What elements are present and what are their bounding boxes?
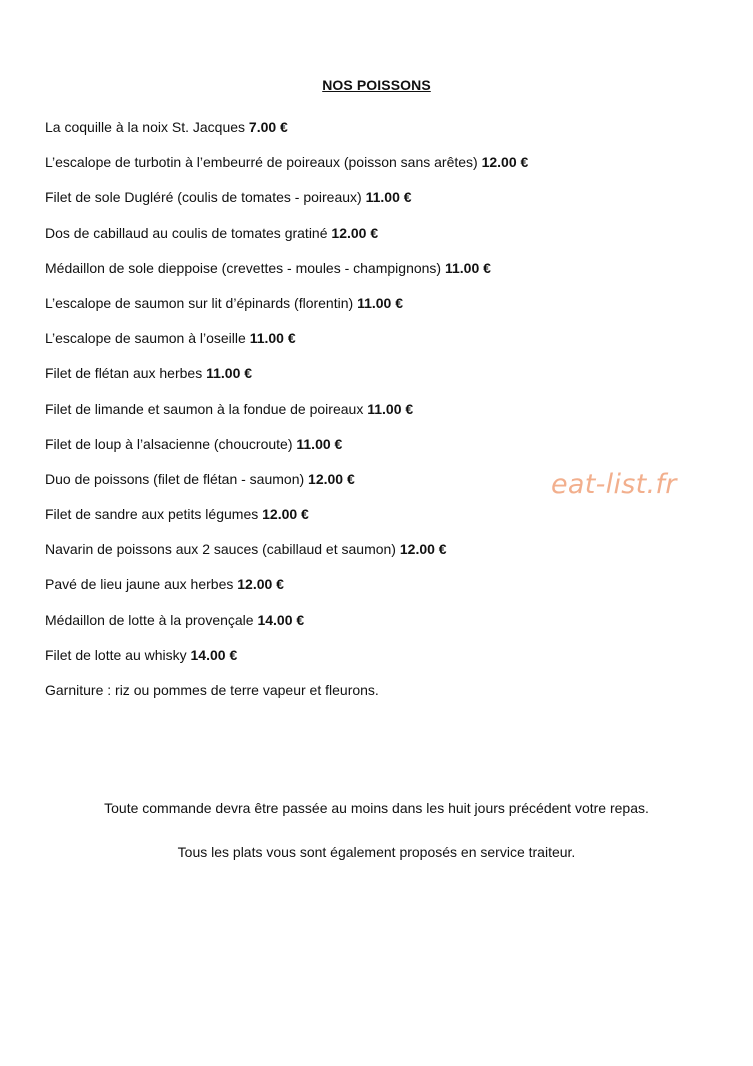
dish-name: Médaillon de sole dieppoise (crevettes - moules - champignons) (45, 259, 442, 276)
dish-item (45, 504, 725, 539)
dish-name: Filet de loup à l’alsacienne (choucroute) (45, 435, 293, 452)
dish-name: Filet de flétan aux herbes (45, 365, 203, 382)
dish-price: 14.00 € (257, 611, 305, 628)
dish-item (45, 293, 725, 328)
dish-name: Pavé de lieu jaune aux herbes (45, 576, 234, 593)
dish-name: Filet de sandre aux petits légumes (45, 506, 259, 523)
dish-item (45, 363, 725, 398)
dish-name: L’escalope de saumon à l’oseille (45, 330, 246, 347)
dish-item (45, 574, 725, 609)
dish-item (45, 399, 725, 434)
dish-price: 12.00 € (308, 470, 355, 487)
dish-price: 12.00 € (481, 154, 529, 171)
dish-price: 11.00 € (249, 330, 296, 347)
dish-name: Navarin de poissons aux 2 sauces (cabillaud et saumon) (45, 541, 396, 558)
dish-item (45, 328, 725, 363)
dish-price: 12.00 € (237, 576, 284, 593)
dish-item (45, 117, 725, 152)
dish-price: 12.00 € (331, 224, 379, 241)
dish-price: 12.00 € (399, 541, 447, 558)
dish-price: 11.00 € (365, 189, 412, 206)
dish-price: 11.00 € (357, 294, 403, 311)
dish-item (45, 152, 725, 187)
dish-price: 11.00 € (296, 435, 343, 452)
order-notice: Toute commande devra être passée au moins dans les huit jours précédent votre repas. (104, 800, 649, 816)
dish-name: Filet de limande et saumon à la fondue de poireaux (45, 400, 364, 417)
dish-item (45, 187, 725, 222)
dish-name: La coquille à la noix St. Jacques (45, 119, 246, 135)
dish-item (45, 223, 725, 258)
dish-price: 14.00 € (190, 646, 238, 663)
catering-notice: Tous les plats vous sont également proposés en service traiteur. (177, 844, 576, 860)
dish-name: Duo de poissons (filet de flétan - saumon) (45, 470, 305, 487)
dish-name: Filet de sole Dugléré (coulis de tomates - poireaux) (45, 189, 362, 206)
dish-name: Filet de lotte au whisky (45, 646, 187, 663)
dish-name: L’escalope de turbotin à l’embeurré de poireaux (poisson sans arêtes) (45, 154, 478, 171)
dish-list (45, 117, 725, 680)
dish-item (45, 258, 725, 293)
dish-price: 11.00 € (206, 365, 253, 382)
dish-item (45, 610, 725, 645)
dish-item (45, 434, 725, 469)
dish-price: 12.00 € (262, 506, 309, 523)
dish-name: Dos de cabillaud au coulis de tomates gratiné (45, 224, 328, 241)
dish-name: L’escalope de saumon sur lit d’épinards (florentin) (45, 294, 354, 311)
dish-item (45, 539, 725, 574)
page-title: NOS POISSONS (322, 77, 431, 93)
garnish-note: Garniture : riz ou pommes de terre vapeur et fleurons. (45, 682, 379, 698)
dish-item (45, 645, 725, 680)
dish-price: 7.00 € (248, 119, 288, 135)
dish-price: 11.00 € (367, 400, 414, 417)
dish-price: 11.00 € (444, 259, 491, 276)
watermark-logo: eat-list.fr (551, 469, 677, 500)
dish-name: Médaillon de lotte à la provençale (45, 611, 254, 628)
